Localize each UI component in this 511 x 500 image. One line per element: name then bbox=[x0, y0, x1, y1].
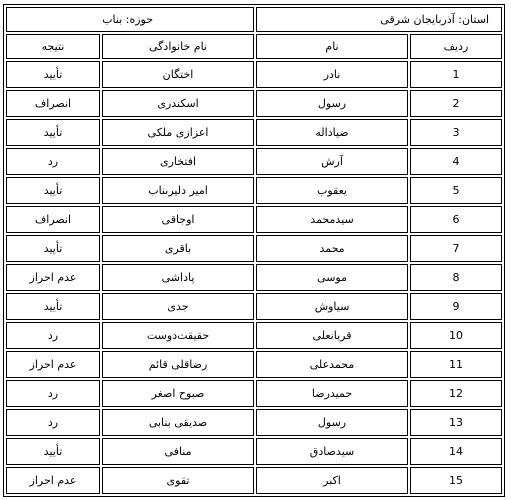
first-name: رسول bbox=[256, 90, 408, 117]
table-row bbox=[6, 351, 502, 378]
row-number: 5 bbox=[410, 177, 502, 204]
table-row bbox=[6, 235, 502, 262]
table-row bbox=[6, 438, 502, 465]
result: رد bbox=[6, 380, 100, 407]
table-row bbox=[6, 409, 502, 436]
row-number: 15 bbox=[410, 467, 502, 494]
candidates-table bbox=[3, 4, 505, 497]
table-row bbox=[6, 322, 502, 349]
result: تأیید bbox=[6, 438, 100, 465]
last-name: پاداشی bbox=[102, 264, 254, 291]
result: رد bbox=[6, 148, 100, 175]
result: عدم احراز bbox=[6, 264, 100, 291]
table-row bbox=[6, 148, 502, 175]
district-label: حوزه: بناب bbox=[6, 7, 254, 32]
result: تأیید bbox=[6, 119, 100, 146]
result: عدم احراز bbox=[6, 467, 100, 494]
row-number: 10 bbox=[410, 322, 502, 349]
table-row bbox=[6, 177, 502, 204]
last-name: افتخاری bbox=[102, 148, 254, 175]
first-name: محمدعلی bbox=[256, 351, 408, 378]
column-header-row bbox=[6, 34, 502, 59]
first-name: موسی bbox=[256, 264, 408, 291]
row-number: 12 bbox=[410, 380, 502, 407]
table-row bbox=[6, 119, 502, 146]
table-row bbox=[6, 380, 502, 407]
column-header-first-name: نام bbox=[256, 34, 408, 59]
first-name: محمد bbox=[256, 235, 408, 262]
row-number: 1 bbox=[410, 61, 502, 88]
last-name: تقوی bbox=[102, 467, 254, 494]
row-number: 6 bbox=[410, 206, 502, 233]
table-row bbox=[6, 61, 502, 88]
result: تأیید bbox=[6, 293, 100, 320]
result: رد bbox=[6, 409, 100, 436]
row-number: 4 bbox=[410, 148, 502, 175]
last-name: منافی bbox=[102, 438, 254, 465]
first-name: رسول bbox=[256, 409, 408, 436]
table-row bbox=[6, 206, 502, 233]
last-name: اسکندری bbox=[102, 90, 254, 117]
last-name: اوجاقی bbox=[102, 206, 254, 233]
last-name: صبوح اصغر bbox=[102, 380, 254, 407]
first-name: حمیدرضا bbox=[256, 380, 408, 407]
column-header-row-number: ردیف bbox=[410, 34, 502, 59]
first-name: سیدمحمد bbox=[256, 206, 408, 233]
first-name: ضیاداله bbox=[256, 119, 408, 146]
last-name: اختگان bbox=[102, 61, 254, 88]
column-header-result: نتیجه bbox=[6, 34, 100, 59]
result: تأیید bbox=[6, 177, 100, 204]
last-name: رضاقلی قائم bbox=[102, 351, 254, 378]
table-row bbox=[6, 90, 502, 117]
result: رد bbox=[6, 322, 100, 349]
result: انصراف bbox=[6, 90, 100, 117]
province-label: استان: آذربایجان شرقی bbox=[256, 7, 502, 32]
last-name: جدی bbox=[102, 293, 254, 320]
table-row bbox=[6, 293, 502, 320]
first-name: سیاوش bbox=[256, 293, 408, 320]
last-name: حقیقت‌دوست bbox=[102, 322, 254, 349]
result: تأیید bbox=[6, 235, 100, 262]
row-number: 7 bbox=[410, 235, 502, 262]
first-name: قربانعلی bbox=[256, 322, 408, 349]
column-header-last-name: نام خانوادگی bbox=[102, 34, 254, 59]
first-name: سیدصادق bbox=[256, 438, 408, 465]
result: انصراف bbox=[6, 206, 100, 233]
row-number: 9 bbox=[410, 293, 502, 320]
first-name: آرش bbox=[256, 148, 408, 175]
candidates-table-wrapper bbox=[3, 4, 505, 497]
last-name: امیر دلیرىناب bbox=[102, 177, 254, 204]
row-number: 3 bbox=[410, 119, 502, 146]
row-number: 8 bbox=[410, 264, 502, 291]
row-number: 14 bbox=[410, 438, 502, 465]
last-name: باقری bbox=[102, 235, 254, 262]
table-row bbox=[6, 264, 502, 291]
result: عدم احراز bbox=[6, 351, 100, 378]
location-row bbox=[6, 7, 502, 32]
result: تأیید bbox=[6, 61, 100, 88]
table-row bbox=[6, 467, 502, 494]
row-number: 13 bbox=[410, 409, 502, 436]
first-name: اکبر bbox=[256, 467, 408, 494]
row-number: 11 bbox=[410, 351, 502, 378]
last-name: صدیقی بنابی bbox=[102, 409, 254, 436]
row-number: 2 bbox=[410, 90, 502, 117]
first-name: یعقوب bbox=[256, 177, 408, 204]
first-name: نادر bbox=[256, 61, 408, 88]
last-name: اعزازی ملکی bbox=[102, 119, 254, 146]
